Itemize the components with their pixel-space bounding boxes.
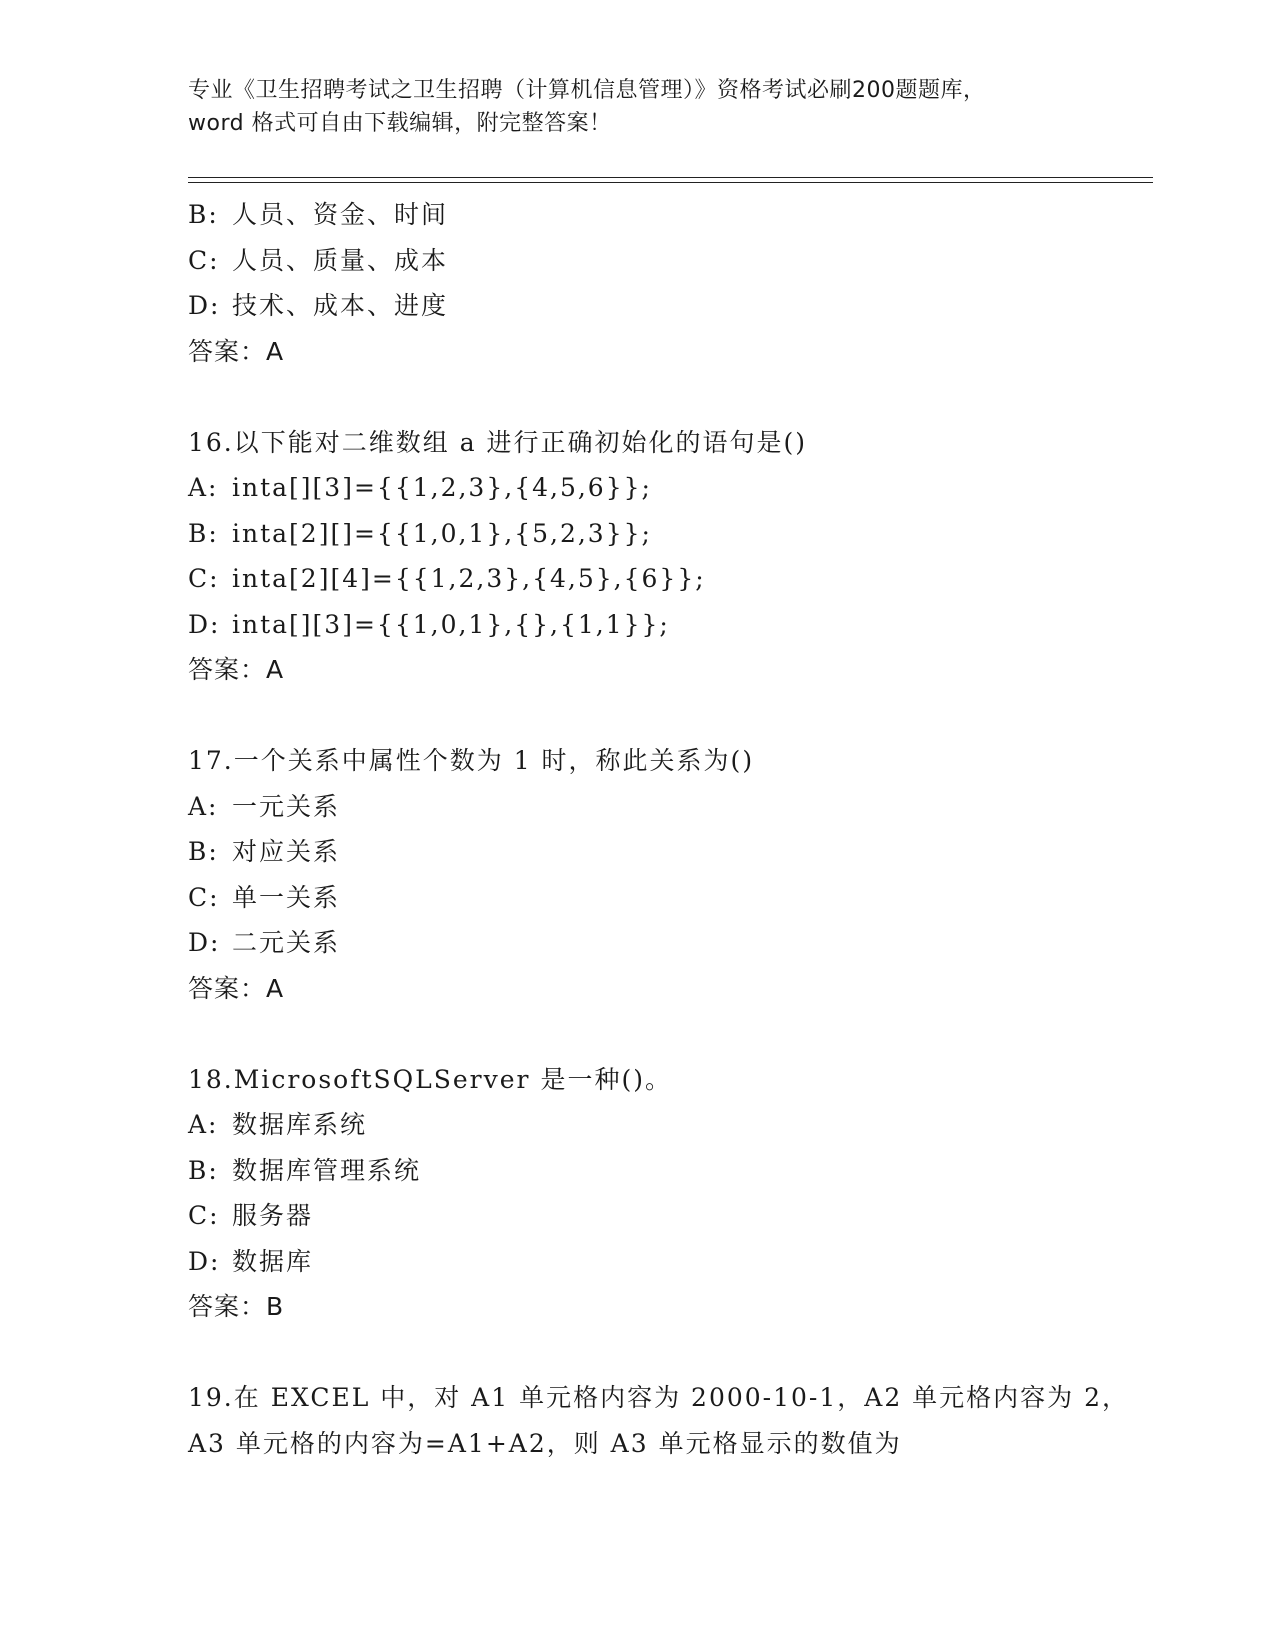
option-text: inta[2][4]={{1,2,3},{4,5},{6}}; xyxy=(232,564,706,593)
spacer xyxy=(188,374,1148,420)
option-text: 数据库系统 xyxy=(232,1110,368,1139)
option-label: B: xyxy=(188,518,219,548)
option-label: D: xyxy=(188,609,221,639)
option-c xyxy=(188,556,1148,602)
option-text: 服务器 xyxy=(232,1201,314,1230)
option-text: inta[][3]={{1,2,3},{4,5,6}}; xyxy=(232,473,652,502)
option-a xyxy=(188,784,1148,830)
header-divider-bottom xyxy=(188,182,1153,183)
question-stem: 16.以下能对二维数组 a 进行正确初始化的语句是() xyxy=(188,427,808,457)
option-label: C: xyxy=(188,245,220,275)
option-d xyxy=(188,1239,1148,1285)
option-d xyxy=(188,602,1148,648)
option-text: 二元关系 xyxy=(232,928,341,957)
option-label: C: xyxy=(188,564,220,593)
option-label: A: xyxy=(188,1110,219,1139)
option-label: C: xyxy=(188,882,220,912)
document-header xyxy=(188,74,1088,140)
option-c xyxy=(188,1193,1148,1239)
question-list xyxy=(188,192,1148,1466)
question-19 xyxy=(188,1375,1148,1466)
option-label: C: xyxy=(188,1201,220,1230)
option-c xyxy=(188,875,1148,921)
question-18 xyxy=(188,1057,1148,1330)
question-stem-line-1: 19.在 EXCEL 中，对 A1 单元格内容为 2000-10-1，A2 单元格内容为 2， xyxy=(188,1383,1130,1412)
question-stem: 18.MicrosoftSQLServer 是一种()。 xyxy=(188,1064,672,1094)
option-b xyxy=(188,511,1148,557)
option-label: B: xyxy=(188,200,219,229)
option-d xyxy=(188,920,1148,966)
option-label: A: xyxy=(188,473,219,502)
option-text: 单一关系 xyxy=(232,882,341,912)
option-text: 数据库 xyxy=(232,1246,314,1276)
spacer xyxy=(188,1330,1148,1376)
question-stem: 17.一个关系中属性个数为 1 时，称此关系为() xyxy=(188,746,755,775)
option-text: 一元关系 xyxy=(232,791,341,821)
answer: 答案：B xyxy=(188,1292,285,1321)
option-label: D: xyxy=(188,1246,221,1276)
option-text: 数据库管理系统 xyxy=(232,1155,422,1185)
header-line-1: 专业《卫生招聘考试之卫生招聘（计算机信息管理）》资格考试必刷200题题库， xyxy=(188,78,986,103)
option-label: B: xyxy=(188,837,219,866)
answer: 答案：A xyxy=(188,336,285,366)
spacer xyxy=(188,1011,1148,1057)
question-15 xyxy=(188,192,1148,374)
question-17 xyxy=(188,738,1148,1011)
option-text: 技术、成本、进度 xyxy=(232,291,449,320)
option-label: A: xyxy=(188,791,219,821)
answer: 答案：A xyxy=(188,655,285,684)
option-a xyxy=(188,1102,1148,1148)
answer: 答案：A xyxy=(188,973,285,1003)
option-text: inta[][3]={{1,0,1},{},{1,1}}; xyxy=(232,609,670,639)
question-stem-line-2: A3 单元格的内容为=A1+A2，则 A3 单元格显示的数值为 xyxy=(188,1428,902,1458)
question-16 xyxy=(188,420,1148,693)
spacer xyxy=(188,693,1148,739)
option-b xyxy=(188,829,1148,875)
option-text: 对应关系 xyxy=(232,837,341,866)
option-c xyxy=(188,238,1148,284)
option-a xyxy=(188,465,1148,511)
option-label: D: xyxy=(188,928,221,957)
option-b xyxy=(188,192,1148,238)
option-label: B: xyxy=(188,1155,219,1185)
option-d xyxy=(188,283,1148,329)
option-b xyxy=(188,1148,1148,1194)
option-label: D: xyxy=(188,291,221,320)
header-divider-top xyxy=(188,177,1153,178)
option-text: 人员、质量、成本 xyxy=(232,245,449,275)
option-text: 人员、资金、时间 xyxy=(232,200,449,229)
option-text: inta[2][]={{1,0,1},{5,2,3}}; xyxy=(232,518,652,548)
header-line-2: word 格式可自由下载编辑，附完整答案！ xyxy=(188,111,612,136)
